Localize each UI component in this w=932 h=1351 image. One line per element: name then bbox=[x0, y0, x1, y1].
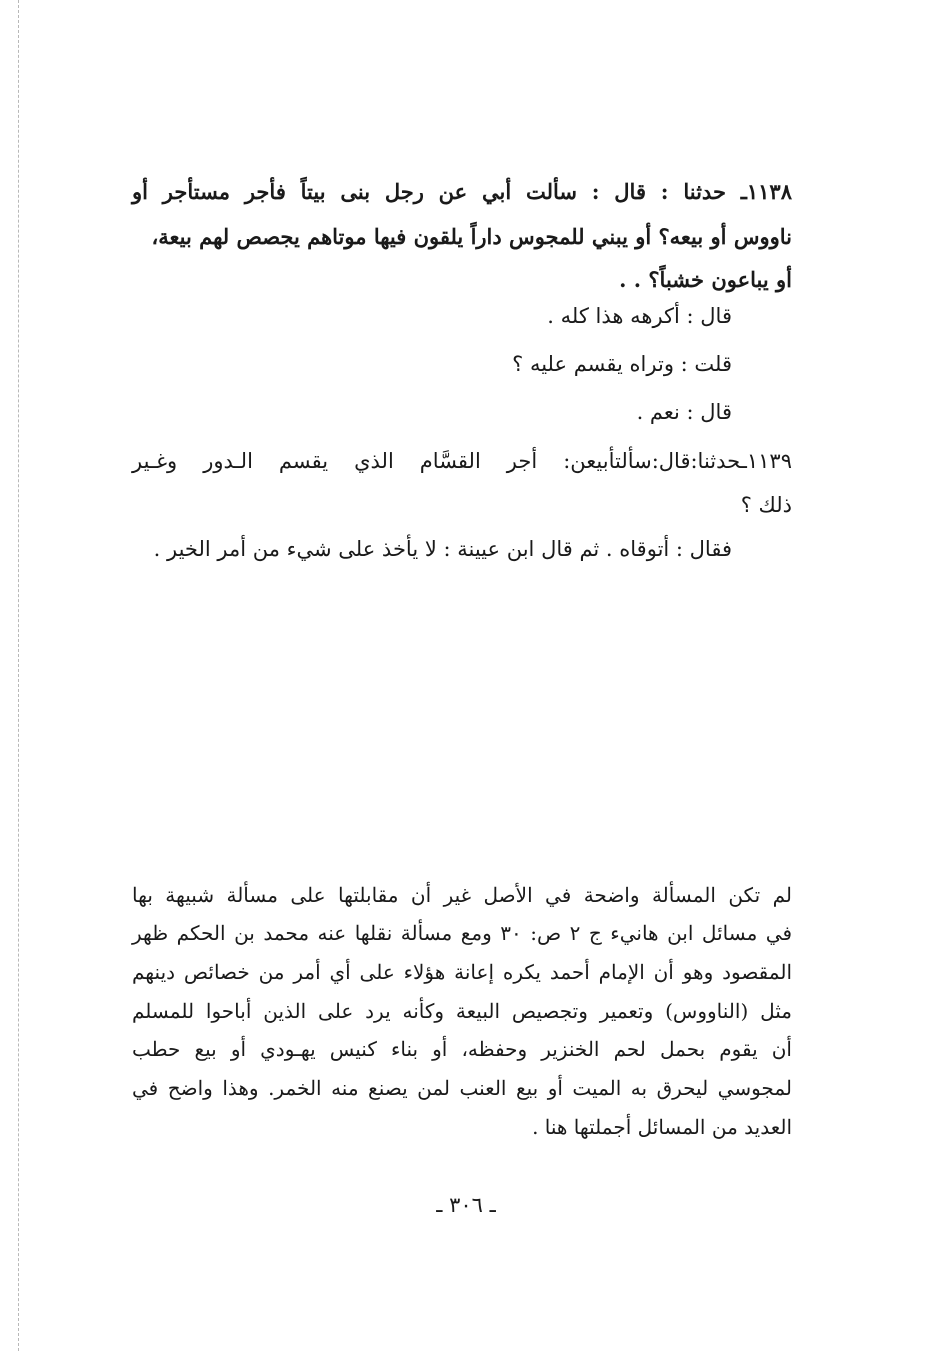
issue-1138-answer-2: قال : نعم . bbox=[636, 400, 732, 424]
issue-1138-question: قلت : وتراه يقسم عليه ؟ bbox=[512, 352, 732, 376]
footnote-line-2: في مسائل ابن هانيء ج ٢ ص: ٣٠ ومع مسألة نقلها عنه محمد بن الحكم ظهر bbox=[132, 921, 793, 945]
footnote-line-7: العديد من المسائل أجملتها هنا . bbox=[532, 1115, 792, 1139]
issue-1138-line-3: أو يباعون خشباً؟ . . bbox=[619, 267, 792, 292]
issue-1138-line-1: ١١٣٨ـ حدثنا : قال : سألت أبي عن رجل بنى بيتاً فأجر مستأجر أو bbox=[132, 179, 792, 204]
footnote-line-6: لمجوسي ليحرق به الميت أو بيع العنب لمن يصنع منه الخمر. وهذا واضح في bbox=[132, 1076, 792, 1100]
issue-1139-line-1: ١١٣٩ـحدثنا:قال:سألتأبيعن: أجر القسَّام الذي يقسم الـدور وغـير bbox=[132, 449, 792, 473]
issue-1139-answer: فقال : أتوقاه . ثم قال ابن عيينة : لا يأخذ على شيء من أمر الخير . bbox=[153, 537, 732, 561]
footnote-line-1: لم تكن المسألة واضحة في الأصل غير أن مقابلتها على مسألة شبيهة بها bbox=[132, 883, 792, 907]
footnote-line-4: مثل (الناووس) وتعمير وتجصيص البيعة وكأنه يرد على الذين أباحوا للمسلم bbox=[132, 999, 792, 1023]
issue-1138-answer: قال : أكرهه هذا كله . bbox=[547, 304, 732, 328]
page-number: ـ ٣٠٦ ـ bbox=[436, 1193, 496, 1217]
footnote-line-3: المقصود وهو أن الإمام أحمد يكره إعانة هؤلاء على أي أمر من خصائص دينهم bbox=[132, 960, 792, 984]
scan-page-edge bbox=[18, 0, 19, 1351]
footnote-line-5: أن يقوم بحمل لحم الخنزير وحفظه، أو بناء كنيس يهـودي أو بيع حطب bbox=[132, 1037, 792, 1061]
issue-1138-line-2: ناووس أو بيعه؟ أو يبني للمجوس داراً يلقون فيها موتاهم يجصص لهم بيعة، bbox=[151, 224, 792, 249]
issue-1139-line-2: ذلك ؟ bbox=[740, 493, 792, 517]
